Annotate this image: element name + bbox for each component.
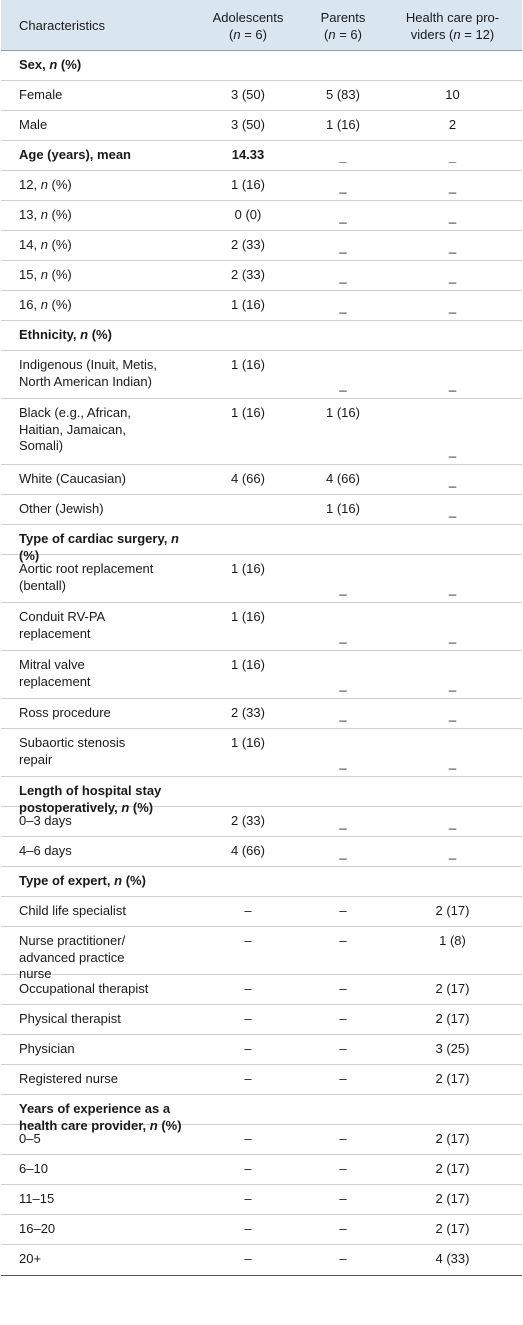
table-row [1, 399, 522, 465]
parents-value: _ [339, 377, 347, 392]
adolescents-value: 3 (50) [231, 87, 265, 102]
parents-value: _ [339, 269, 347, 284]
parents-value: – [339, 1011, 347, 1026]
parents-value: – [339, 1041, 347, 1056]
table-row [1, 495, 522, 525]
parents-value: _ [339, 299, 347, 314]
header-adolescents [197, 0, 299, 43]
table-row [1, 171, 522, 201]
parents-value: 1 (16) [326, 501, 360, 516]
row-label: White (Caucasian) [19, 471, 126, 486]
section-row [1, 777, 522, 815]
row-label: Physical therapist [19, 1011, 121, 1026]
section-label: Years of experience as a health care provider, n (%) [19, 1101, 182, 1133]
header-characteristics: Characteristics [19, 18, 105, 33]
hcp-value [385, 867, 520, 873]
row-label: Aortic root replacement (bentall) [19, 561, 154, 593]
parents-value: _ [339, 179, 347, 194]
row-label: 6–10 [19, 1161, 48, 1176]
adolescents-value: 4 (66) [231, 843, 265, 858]
table-body [1, 51, 522, 1276]
hcp-value [385, 525, 520, 531]
row-label: Occupational therapist [19, 981, 149, 996]
parents-value: 4 (66) [326, 471, 360, 486]
row-label: 16, n (%) [19, 297, 72, 312]
parents-value: _ [339, 209, 347, 224]
table-row [1, 231, 522, 261]
parents-value: _ [339, 149, 347, 164]
parents-value: – [339, 981, 347, 996]
table-row [1, 1185, 522, 1215]
table-header [1, 0, 522, 51]
table-row [1, 1065, 522, 1095]
adolescents-value: – [244, 1221, 252, 1236]
table-row [1, 897, 522, 927]
row-label: Nurse practitioner/ advanced practice nurse [19, 933, 126, 981]
table-row [1, 111, 522, 141]
adolescents-value: 0 (0) [234, 207, 262, 222]
adolescents-value: – [244, 981, 252, 996]
table-row [1, 699, 522, 729]
section-label: Length of hospital stay postoperatively, n (%) [19, 783, 162, 815]
hcp-value: _ [448, 845, 457, 860]
section-row [1, 867, 522, 897]
adolescents-value: 1 (16) [231, 657, 265, 672]
parents-value [303, 1095, 383, 1101]
hcp-value: 2 (17) [435, 1191, 470, 1206]
hcp-value: _ [448, 149, 457, 164]
hcp-value: _ [448, 677, 457, 692]
header-hcp-line1: Health care pro- [405, 10, 500, 25]
characteristics-table [1, 0, 522, 1323]
section-label: Type of cardiac surgery, n (%) [19, 531, 179, 563]
hcp-value [385, 321, 520, 327]
hcp-value: 2 (17) [435, 1131, 470, 1146]
row-label: 11–15 [19, 1191, 55, 1206]
row-label: Female [19, 87, 63, 102]
header-parents-line1: Parents [320, 10, 366, 25]
adolescents-value: – [244, 1131, 252, 1146]
adolescents-value: 1 (16) [231, 405, 265, 420]
hcp-value: 2 (17) [435, 1011, 470, 1026]
header-adolescents-line1: Adolescents [212, 10, 284, 25]
adolescents-value: 1 (16) [231, 561, 265, 576]
parents-value: 1 (16) [326, 405, 360, 420]
table-row [1, 261, 522, 291]
adolescents-value: 2 (33) [231, 705, 265, 720]
parents-value: – [339, 1221, 347, 1236]
hcp-value: _ [448, 209, 457, 224]
row-label: Physician [19, 1041, 75, 1056]
row-label: 0–3 days [19, 813, 72, 828]
table-row [1, 1155, 522, 1185]
table-row [1, 1215, 522, 1245]
parents-value: – [339, 1071, 347, 1086]
row-label: Other (Jewish) [19, 501, 104, 516]
adolescents-value [197, 321, 299, 327]
adolescents-value: 2 (33) [231, 237, 265, 252]
hcp-value: _ [448, 239, 457, 254]
adolescents-value: 2 (33) [231, 267, 265, 282]
section-row [1, 525, 522, 563]
header-health-care-providers [385, 0, 520, 43]
hcp-value: 2 (17) [435, 981, 470, 996]
table-row [1, 555, 522, 603]
adolescents-value: – [244, 1011, 252, 1026]
row-label: Mitral valve replacement [19, 657, 91, 689]
adolescents-value: 1 (16) [231, 297, 265, 312]
hcp-value [385, 51, 520, 57]
hcp-value: _ [448, 503, 457, 518]
hcp-value: _ [448, 377, 457, 392]
table-row [1, 651, 522, 699]
table-row [1, 975, 522, 1005]
row-label: Ross procedure [19, 705, 111, 720]
hcp-value: 2 (17) [435, 1161, 470, 1176]
header-parents-line2: (n = 6) [324, 27, 362, 42]
hcp-value: _ [448, 473, 457, 488]
hcp-value: 2 (17) [435, 1071, 470, 1086]
parents-value [303, 321, 383, 327]
row-label: Registered nurse [19, 1071, 118, 1086]
row-label: Black (e.g., African, Haitian, Jamaican, Somali) [19, 405, 131, 453]
hcp-value: 2 (17) [435, 1221, 470, 1236]
adolescents-value: 4 (66) [231, 471, 265, 486]
hcp-value: 4 (33) [435, 1251, 470, 1266]
adolescents-value: 14.33 [231, 147, 265, 162]
parents-value: – [339, 1131, 347, 1146]
adolescents-value [197, 495, 299, 501]
parents-value: – [339, 903, 347, 918]
table-row [1, 201, 522, 231]
table-row [1, 81, 522, 111]
header-parents [303, 0, 383, 43]
table-row [1, 1245, 522, 1276]
section-row [1, 51, 522, 81]
parents-value: _ [339, 815, 347, 830]
header-adolescents-line2: (n = 6) [229, 27, 267, 42]
table-row [1, 1005, 522, 1035]
table-row [1, 807, 522, 837]
row-label: Indigenous (Inuit, Metis, North American Indian) [19, 357, 158, 389]
hcp-value: _ [448, 707, 457, 722]
section-label: Sex, n (%) [19, 57, 82, 72]
table-row [1, 465, 522, 495]
adolescents-value: – [244, 903, 252, 918]
hcp-value [385, 777, 520, 783]
adolescents-value [197, 525, 299, 531]
adolescents-value: – [244, 1161, 252, 1176]
hcp-value: _ [448, 815, 457, 830]
parents-value: _ [339, 845, 347, 860]
parents-value: 1 (16) [326, 117, 360, 132]
adolescents-value: – [244, 1251, 252, 1266]
table-row [1, 1035, 522, 1065]
parents-value: – [339, 933, 347, 948]
row-label: 14, n (%) [19, 237, 72, 252]
table-row [1, 1125, 522, 1155]
parents-value: _ [339, 677, 347, 692]
row-label: 20+ [19, 1251, 42, 1266]
adolescents-value: – [244, 1071, 252, 1086]
adolescents-value: 1 (16) [231, 177, 265, 192]
parents-value: _ [339, 581, 347, 596]
table-row [1, 837, 522, 867]
hcp-value: _ [448, 299, 457, 314]
section-label: Type of expert, n (%) [19, 873, 146, 888]
row-label: 16–20 [19, 1221, 56, 1236]
row-label: 12, n (%) [19, 177, 72, 192]
hcp-value: 1 (8) [439, 933, 466, 948]
adolescents-value: 1 (16) [231, 735, 265, 750]
row-label: 13, n (%) [19, 207, 72, 222]
row-label: 4–6 days [19, 843, 72, 858]
row-label: Conduit RV-PA replacement [19, 609, 106, 641]
parents-value [303, 525, 383, 531]
parents-value: _ [339, 707, 347, 722]
row-label: 15, n (%) [19, 267, 72, 282]
adolescents-value: – [244, 933, 252, 948]
adolescents-value: 1 (16) [231, 357, 265, 372]
adolescents-value: – [244, 1041, 252, 1056]
row-label: Child life specialist [19, 903, 126, 918]
table-row [1, 351, 522, 399]
parents-value: – [339, 1251, 347, 1266]
adolescents-value [197, 777, 299, 783]
section-row [1, 321, 522, 351]
section-label: Age (years), mean [19, 147, 131, 162]
adolescents-value [197, 1095, 299, 1101]
hcp-value: 3 (25) [435, 1041, 470, 1056]
adolescents-value: 2 (33) [231, 813, 265, 828]
hcp-value: _ [448, 269, 457, 284]
adolescents-value: – [244, 1191, 252, 1206]
hcp-value: _ [448, 179, 457, 194]
section-row [1, 1095, 522, 1133]
row-label: 0–5 [19, 1131, 41, 1146]
hcp-value: _ [448, 443, 457, 458]
hcp-value: _ [448, 581, 457, 596]
parents-value: _ [339, 629, 347, 644]
table-row [1, 927, 522, 981]
parents-value [303, 777, 383, 783]
row-label: Male [19, 117, 48, 132]
hcp-value [385, 1095, 520, 1101]
parents-value: _ [339, 755, 347, 770]
parents-value [303, 51, 383, 57]
table-row [1, 603, 522, 651]
hcp-value: _ [448, 629, 457, 644]
adolescents-value [197, 867, 299, 873]
parents-value: 5 (83) [326, 87, 360, 102]
table-row [1, 291, 522, 321]
parents-value: – [339, 1191, 347, 1206]
hcp-value: 2 (17) [435, 903, 470, 918]
hcp-value: 2 [448, 117, 457, 132]
header-hcp-line2: viders (n = 12) [410, 27, 495, 42]
section-label: Ethnicity, n (%) [19, 327, 112, 342]
section-row [1, 141, 522, 171]
adolescents-value: 1 (16) [231, 609, 265, 624]
adolescents-value [197, 51, 299, 57]
adolescents-value: 3 (50) [231, 117, 265, 132]
parents-value: _ [339, 239, 347, 254]
hcp-value: _ [448, 755, 457, 770]
hcp-value: 10 [445, 87, 460, 102]
parents-value [303, 867, 383, 873]
table-row [1, 729, 522, 777]
row-label: Subaortic stenosis repair [19, 735, 126, 767]
parents-value: – [339, 1161, 347, 1176]
